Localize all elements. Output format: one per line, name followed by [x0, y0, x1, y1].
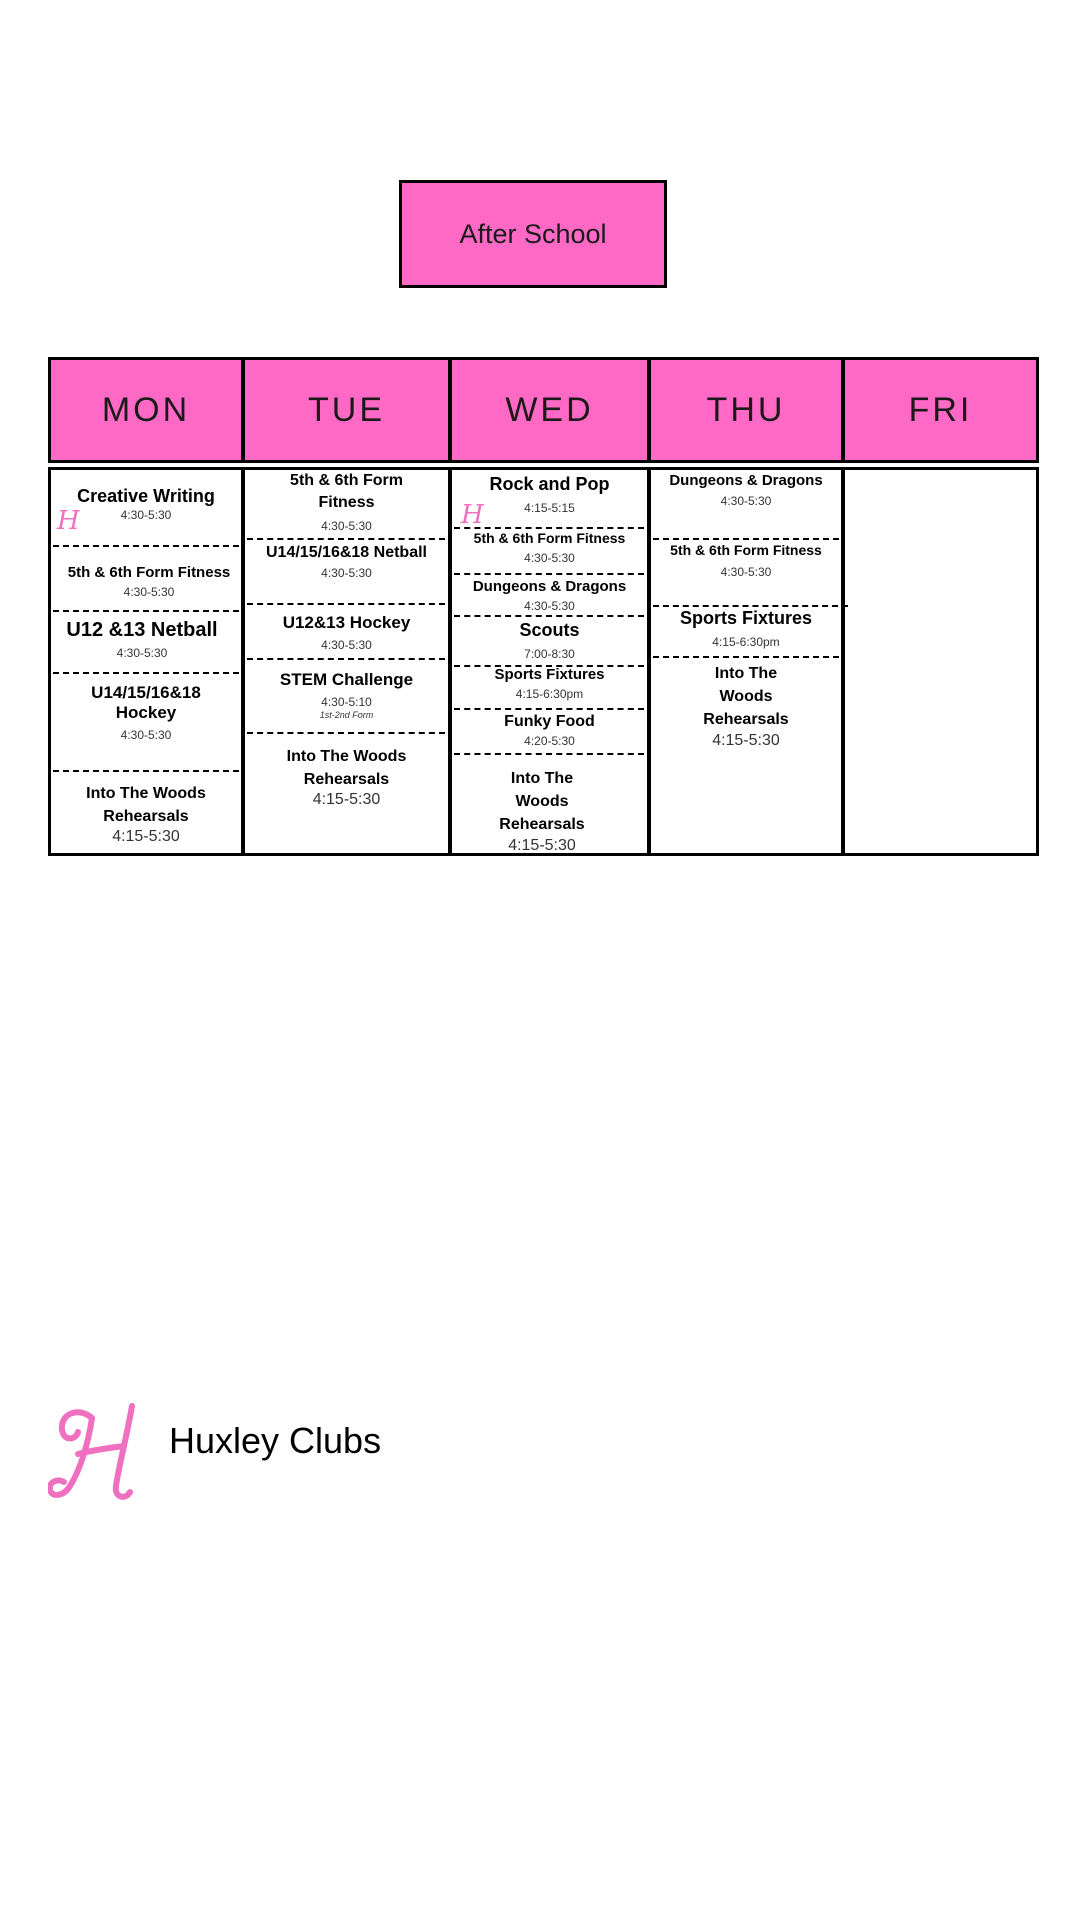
page-title: After School	[399, 180, 667, 288]
club-time: 4:30-5:30	[321, 638, 372, 653]
huxley-marker-icon: H	[461, 500, 484, 530]
divider	[454, 527, 644, 529]
day-header-thu: THU	[706, 390, 786, 429]
club-time: 4:30-5:30	[120, 507, 172, 522]
club-time: 4:30-5:10	[321, 695, 372, 710]
column-divider	[841, 470, 845, 853]
club-name: U14/15/16&18 Netball	[266, 544, 427, 561]
list-item	[452, 578, 647, 613]
list-item	[245, 670, 448, 720]
club-name: Creative Writing	[77, 486, 215, 506]
list-item	[452, 530, 647, 565]
club-name: Into The Woods Rehearsals	[286, 748, 407, 789]
club-time: 4:30-5:30	[123, 585, 175, 599]
club-name: U12&13 Hockey	[282, 613, 411, 632]
club-name: Funky Food	[504, 713, 595, 730]
list-item	[651, 662, 841, 750]
club-time: 4:30-5:30	[116, 646, 168, 660]
club-name: U14/15/16&18 Hockey	[91, 683, 201, 723]
list-item	[452, 666, 647, 701]
day-header-mon: MON	[101, 390, 191, 429]
club-time: 4:20-5:30	[524, 734, 575, 749]
club-time: 4:30-5:30	[120, 727, 172, 742]
club-name: Dungeons & Dragons	[669, 472, 823, 489]
divider	[653, 656, 839, 658]
huxley-logo-icon	[48, 1400, 140, 1504]
day-header-fri: FRI	[908, 390, 973, 429]
club-time: 4:15-5:15	[524, 500, 575, 515]
club-name: Scouts	[519, 620, 580, 640]
list-item	[651, 542, 841, 579]
list-item	[245, 613, 448, 652]
day-header-wed: WED	[505, 390, 594, 429]
huxley-marker-icon: H	[57, 506, 80, 536]
list-item	[452, 712, 647, 748]
club-name: Dungeons & Dragons	[472, 578, 627, 595]
club-time: 4:30-5:30	[524, 550, 575, 565]
club-time: 4:15-6:30pm	[515, 687, 584, 701]
club-name: STEM Challenge	[279, 670, 414, 689]
divider	[454, 708, 644, 710]
list-item	[245, 470, 448, 533]
divider	[53, 610, 239, 612]
list-item	[452, 767, 632, 855]
club-time: 4:15-5:30	[312, 791, 381, 809]
divider	[247, 658, 445, 660]
divider	[454, 573, 644, 575]
divider	[53, 545, 239, 547]
club-note: 1st-2nd Form	[319, 710, 374, 721]
club-time: 4:15-5:30	[508, 836, 576, 854]
divider	[653, 605, 848, 607]
club-time: 4:30-5:30	[720, 494, 772, 508]
divider	[247, 538, 445, 540]
club-time: 4:30-5:30	[321, 518, 372, 533]
divider	[653, 538, 839, 540]
club-name: Into The Woods Rehearsals	[86, 785, 206, 826]
list-item	[651, 608, 841, 649]
day-header-row	[48, 357, 1039, 463]
club-name: Sports Fixtures	[494, 666, 605, 683]
divider	[454, 615, 644, 617]
club-name: Into The Woods Rehearsals	[499, 770, 585, 834]
list-item	[51, 564, 247, 599]
club-name: 5th & 6th Form Fitness	[290, 472, 403, 512]
list-item	[245, 543, 448, 580]
club-name: Sports Fixtures	[679, 608, 813, 628]
club-time: 4:15-5:30	[712, 731, 780, 749]
divider	[53, 770, 239, 772]
club-name: 5th & 6th Form Fitness	[67, 564, 231, 581]
list-item	[81, 683, 211, 742]
club-time: 7:00-8:30	[524, 646, 575, 661]
day-header-tue: TUE	[308, 390, 385, 429]
club-time: 4:15-5:30	[112, 828, 180, 846]
club-name: 5th & 6th Form Fitness	[670, 542, 822, 558]
club-time: 4:30-5:30	[524, 599, 575, 613]
brand-name: Huxley Clubs	[169, 1420, 382, 1461]
list-item	[651, 472, 841, 508]
list-item	[51, 618, 233, 660]
divider	[247, 732, 445, 734]
club-time: 4:30-5:30	[720, 564, 772, 579]
list-item	[51, 782, 241, 846]
list-item	[452, 620, 647, 661]
club-name: Rock and Pop	[489, 474, 610, 494]
list-item	[245, 745, 448, 809]
club-name: Into The Woods Rehearsals	[703, 665, 789, 729]
club-time: 4:30-5:30	[321, 566, 372, 581]
club-name: 5th & 6th Form Fitness	[473, 530, 626, 546]
club-time: 4:15-6:30pm	[712, 634, 780, 649]
divider	[53, 672, 239, 674]
club-name: U12 &13 Netball	[66, 619, 218, 641]
divider	[247, 603, 445, 605]
timetable-body	[48, 467, 1039, 856]
divider	[454, 753, 644, 755]
